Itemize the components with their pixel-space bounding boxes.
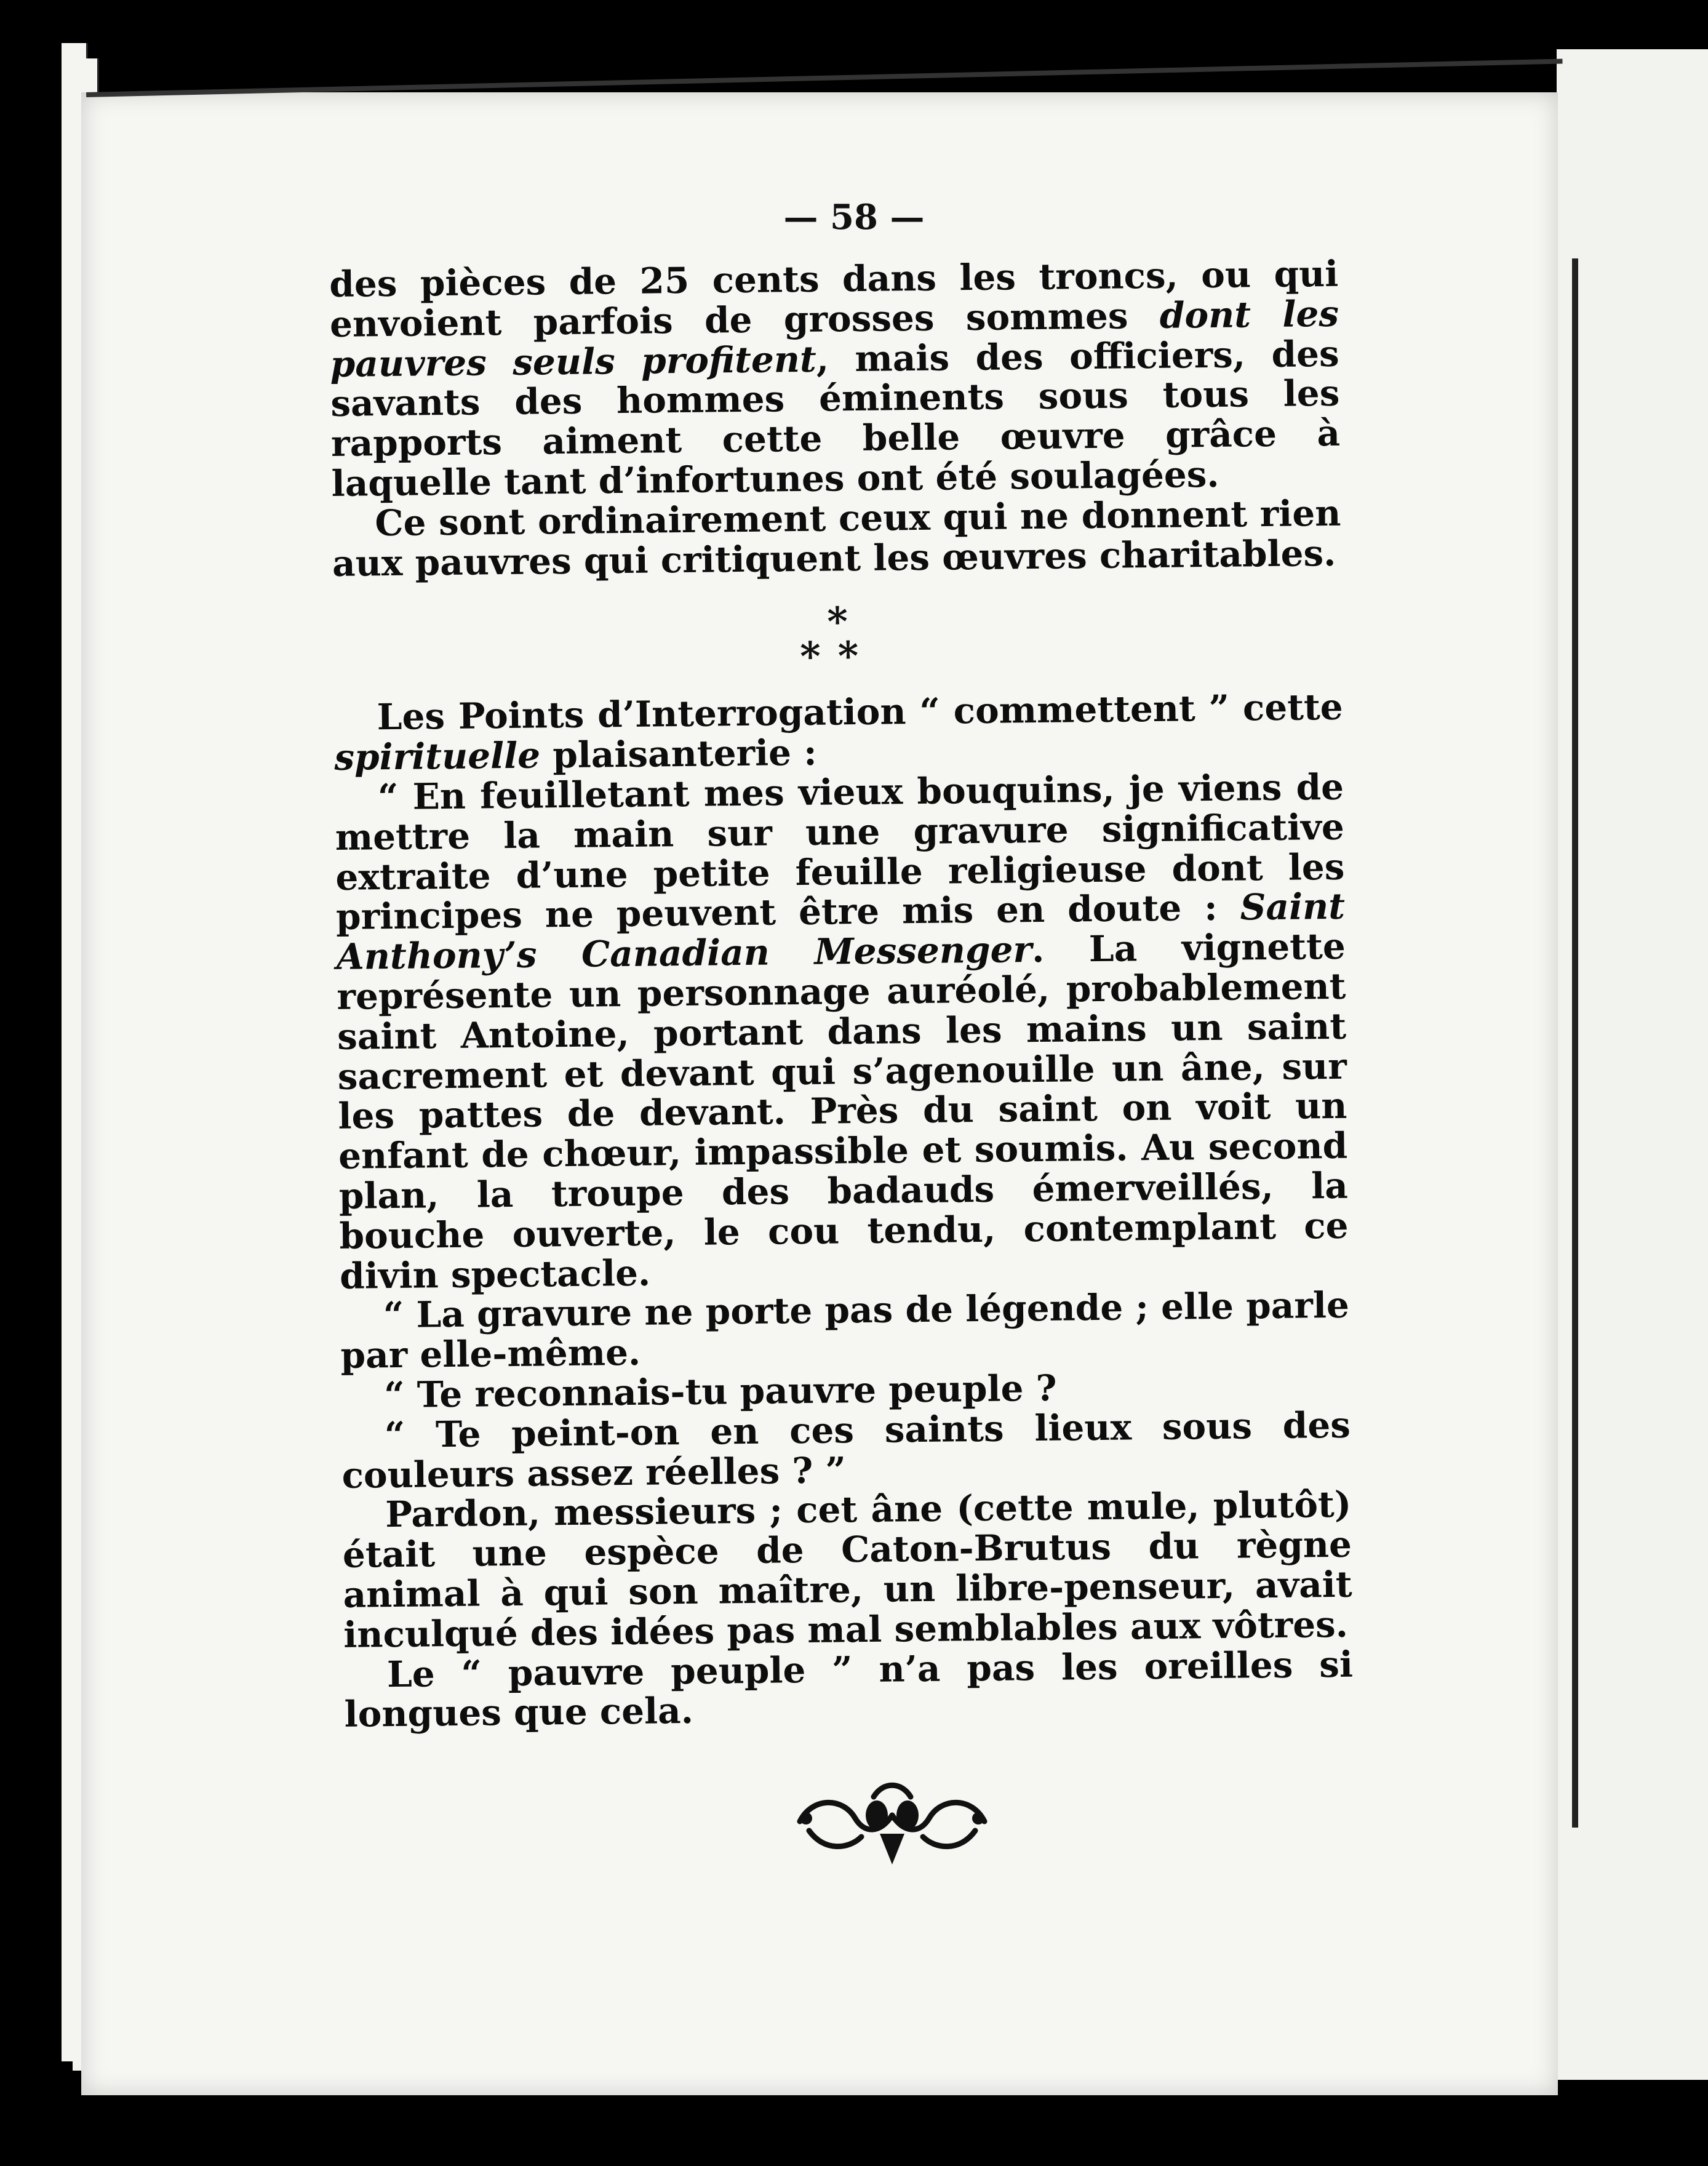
paragraph-2: Ce sont ordinairement ceux qui ne donnent rien aux pauvres qui critiquent les œuvres charitables. <box>332 492 1341 585</box>
adjacent-page <box>1557 49 1708 2080</box>
paragraph-8: Pardon, messieurs ; cet âne (cette mule, plutôt) était une espèce de Caton-Brutus du règne animal à qui son maître, un libre-penseur, avait inculqué des idées pas mal semblables aux vôtres. <box>342 1484 1352 1656</box>
paragraph-4-end: . La vignette représente un personnage auréolé, probablement saint Antoine, portant dans les mains un saint sacrement et devant qui s’agenouille un âne, sur les pattes de devant. Près du saint on voit un enfant de chœur, impassible et soumis. Au second plan, la troupe des badauds émerveillés, la bouche ouverte, le cou tendu, contemplant ce divin spectacle. <box>337 925 1349 1297</box>
paragraph-4-italic: Saint Anthony’s Canadian Messenger <box>336 885 1346 978</box>
paragraph-4 <box>335 767 1349 1296</box>
paragraph-4-start: “ En feuilletant mes vieux bouquins, je viens de mettre la main sur une gravure significative extraite d’une petite feuille religieuse dont les principes ne peuvent être mis en doute : <box>335 765 1345 938</box>
paragraph-1-start: des pièces de 25 cents dans les troncs, ou qui envoient parfois de grosses sommes <box>329 252 1339 345</box>
paragraph-5: “ La gravure ne porte pas de légende ; elle parle par elle-même. <box>340 1284 1350 1377</box>
paragraph-6: “ Te reconnais-tu pauvre peuple ? <box>383 1367 1057 1417</box>
paragraph-3-italic: spirituelle <box>334 734 541 779</box>
fleuron-ornament-icon <box>788 1772 997 1871</box>
paragraph-3 <box>333 687 1343 778</box>
paragraph-1 <box>329 254 1341 504</box>
paragraph-9: Le “ pauvre peuple ” n’a pas les oreilles si longues que cela. <box>344 1643 1354 1736</box>
paragraph-3-end: plaisanterie : <box>540 731 817 777</box>
paragraph-1-end: , mais des officiers, des savants des hommes éminents sous tous les rapports aiment cette belle œuvre grâce à laquelle tant d’infortunes ont été soulagées. <box>330 332 1341 505</box>
paragraph-7: “ Te peint-on en ces saints lieux sous des couleurs assez réelles ? ” <box>341 1404 1351 1497</box>
asterism-bottom: ** <box>799 633 876 681</box>
paragraph-1-italic: dont les pauvres seuls profitent <box>330 292 1339 385</box>
asterism-divider <box>333 600 1343 679</box>
page-top-edge <box>86 59 1563 97</box>
page-body <box>329 254 1354 1735</box>
paragraph-3-start: Les Points d’Interrogation “ commettent ” cette <box>377 686 1343 738</box>
binding-spine <box>1572 258 1578 1828</box>
asterism-top: * <box>827 599 848 645</box>
page-number: — 58 — <box>783 197 925 238</box>
